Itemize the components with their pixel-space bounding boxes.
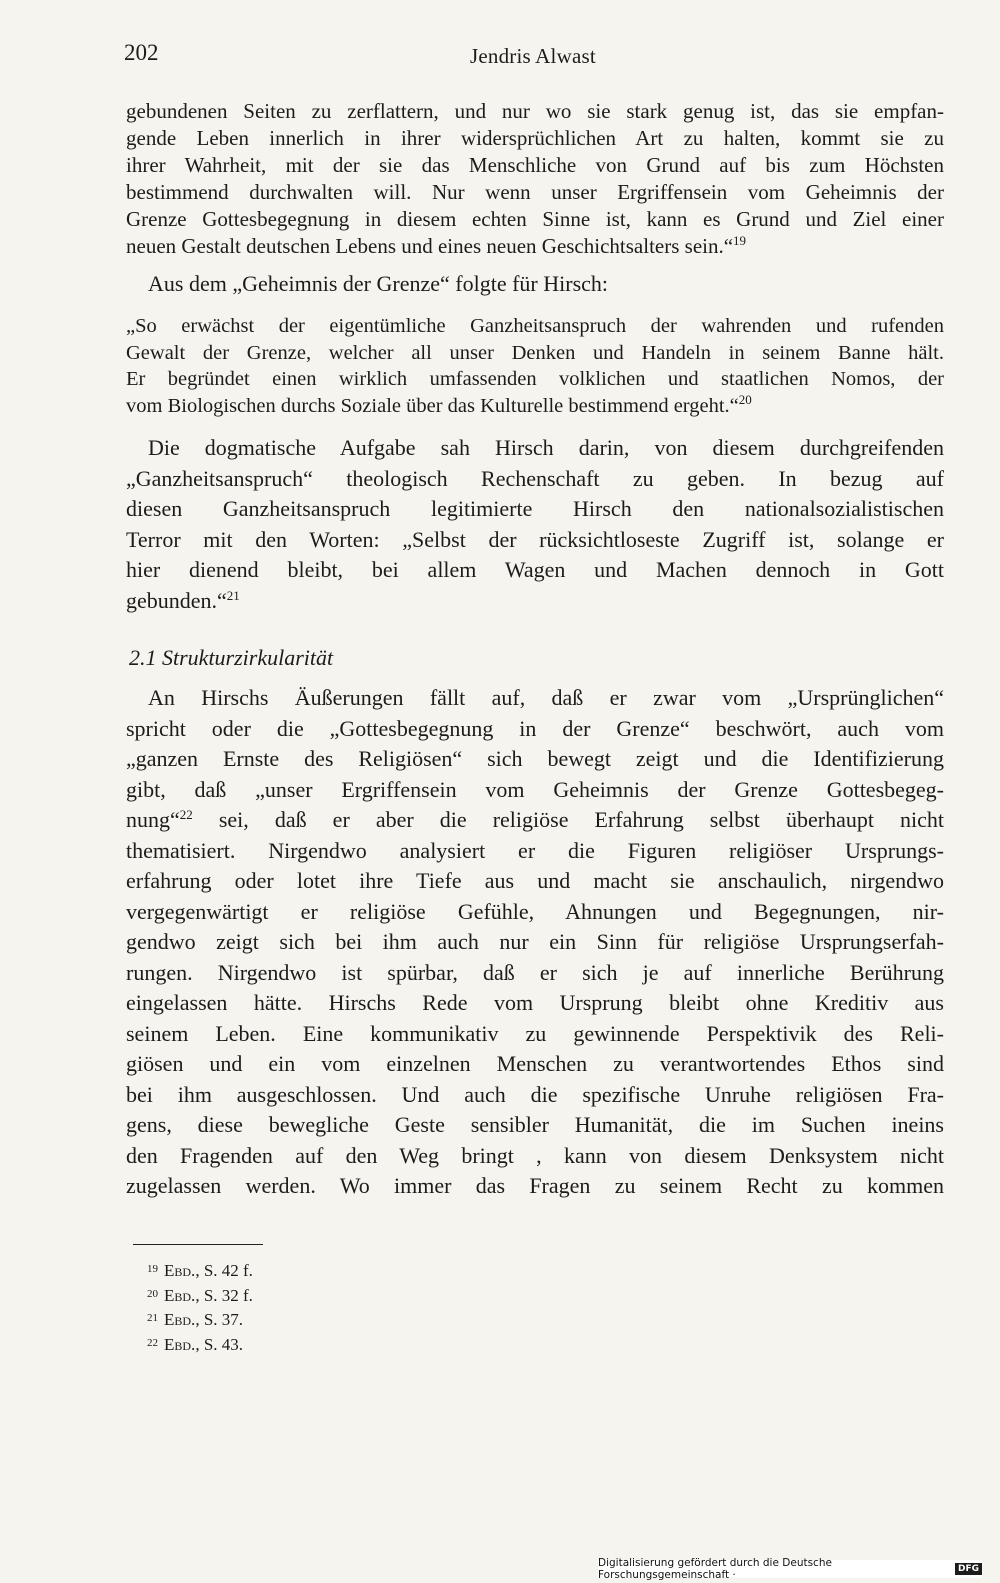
paragraph-line: gendwo zeigt sich bei ihm auch nur ein Sinn für religiöse Ursprungserfah-	[126, 929, 944, 954]
paragraph-line	[126, 805, 944, 836]
footnote-ebd: Ebd.	[164, 1334, 196, 1354]
paragraph-line: gibt, daß „unser Ergriffensein vom Geheimnis der Grenze Gottesbegeg-	[126, 776, 944, 802]
paragraph-line: rungen. Nirgendwo ist spürbar, daß er sich je auf innerliche Berührung	[126, 959, 944, 985]
paragraph-line: eingelassen hätte. Hirschs Rede vom Ursprung bleibt ohne Kreditiv aus	[126, 990, 944, 1015]
paragraph-line: vergegenwärtigt er religiöse Gefühle, Ahnungen und Begegnungen, nir-	[126, 898, 944, 924]
quote-line: Grenze Gottesbegegnung in diesem echten Sinne ist, kann es Grund und Ziel einer	[126, 207, 944, 231]
footnote-ref-19: 19	[733, 233, 747, 248]
quote-line: „So erwächst der eigentümliche Ganzheitsanspruch der wahrenden und rufenden	[126, 315, 944, 337]
footnote-ebd: Ebd.	[164, 1285, 196, 1305]
footnotes	[147, 1258, 253, 1356]
paragraph-text: nung“	[126, 807, 180, 832]
footnote-number: 20	[147, 1287, 158, 1300]
footnote-ref: , S. 43.	[195, 1334, 244, 1354]
paragraph-3	[126, 433, 944, 616]
footnote-ref-20: 20	[738, 391, 752, 407]
footnote-number: 19	[147, 1263, 158, 1275]
paragraph-line: An Hirschs Äußerungen fällt auf, daß er zwar vom „Ursprünglichen“	[148, 685, 944, 710]
paragraph-text: sei, daß er aber die religiöse Erfahrung selbst überhaupt nicht	[192, 807, 944, 832]
footnote-ebd: Ebd.	[164, 1261, 196, 1280]
footnote-ref-22: 22	[179, 807, 193, 822]
paragraph-text: gebunden.“	[126, 587, 227, 613]
dfg-logo: DFG	[955, 1563, 982, 1575]
footnote-ref: , S. 42 f.	[195, 1261, 253, 1280]
paragraph-2	[126, 269, 944, 300]
paragraph-line: Terror mit den Worten: „Selbst der rücksichtloseste Zugriff ist, solange er	[126, 526, 944, 552]
paragraph-line: spricht oder die „Gottesbegegnung in der Grenze“ beschwört, auch vom	[126, 715, 944, 741]
paragraph-line: erfahrung oder lotet ihre Tiefe aus und macht sie anschaulich, nirgendwo	[126, 868, 944, 893]
footnote-ref-21: 21	[226, 587, 240, 603]
quote-line: gebundenen Seiten zu zerflattern, und nur wo sie stark genug ist, das sie empfan-	[126, 99, 944, 123]
paragraph-line: „Ganzheitsanspruch“ theologisch Rechenschaft zu geben. In bezug auf	[126, 465, 944, 491]
quote-line: gende Leben innerlich in ihrer widersprüchlichen Art zu halten, kommt sie zu	[126, 126, 944, 150]
digitization-credit-bar	[598, 1557, 982, 1581]
quote-line-last	[126, 393, 944, 420]
quote-line: bestimmend durchwalten will. Nur wenn unser Ergriffensein vom Geheimnis der	[126, 180, 944, 204]
paragraph-4	[126, 683, 944, 1202]
paragraph-line: zugelassen werden. Wo immer das Fragen zu seinem Recht zu kommen	[126, 1173, 944, 1198]
paragraph-line-last	[126, 586, 944, 617]
quote-line: Er begründet einen wirklich umfassenden volklichen und staatlichen Nomos, der	[126, 368, 944, 390]
paragraph-line: „ganzen Ernste des Religiösen“ sich bewegt zeigt und die Identifizierung	[126, 746, 944, 771]
footnote-ref: , S. 32 f.	[195, 1285, 253, 1305]
paragraph-line: giösen und ein vom einzelnen Menschen zu verantwortendes Ethos sind	[126, 1051, 944, 1076]
footnote-number: 22	[147, 1336, 158, 1349]
quote-block-1	[126, 98, 944, 260]
paragraph-line: hier dienend bleibt, bei allem Wagen und Machen dennoch in Gott	[126, 557, 944, 582]
page-number: 202	[124, 40, 159, 65]
running-head: Jendris Alwast	[470, 44, 596, 68]
footnote-ebd: Ebd.	[164, 1310, 196, 1329]
paragraph-line: gens, diese bewegliche Geste sensibler Humanität, die im Suchen ineins	[126, 1112, 944, 1137]
footnote-22	[147, 1332, 253, 1357]
paragraph-line: Die dogmatische Aufgabe sah Hirsch darin, von diesem durchgreifenden	[148, 435, 944, 460]
footnote-ref: , S. 37.	[195, 1310, 244, 1329]
quote-block-2	[126, 313, 944, 419]
quote-text: neuen Gestalt deutschen Lebens und eines neuen Geschichtsalters sein.“	[126, 234, 734, 258]
quote-line: Gewalt der Grenze, welcher all unser Denken und Handeln in seinem Banne hält.	[126, 341, 944, 364]
paragraph-line: diesen Ganzheitsanspruch legitimierte Hirsch den nationalsozialistischen	[126, 496, 944, 521]
paragraph-text: Aus dem „Geheimnis der Grenze“ folgte für Hirsch:	[148, 271, 609, 296]
paragraph-line: bei ihm ausgeschlossen. Und auch die spezifische Unruhe religiösen Fra-	[126, 1081, 944, 1107]
digitization-credit: Digitalisierung gefördert durch die Deutsche Forschungsgemeinschaft ·	[598, 1557, 832, 1581]
footnote-number: 21	[147, 1312, 158, 1324]
footnote-20	[147, 1283, 253, 1308]
quote-line-last	[126, 233, 944, 260]
section-heading: 2.1 Strukturzirkularität	[129, 645, 334, 670]
quote-text: vom Biologischen durchs Soziale über das Kulturelle bestimmend ergeht.“	[126, 394, 739, 417]
quote-line: ihrer Wahrheit, mit der sie das Menschliche von Grund auf bis zum Höchsten	[126, 153, 944, 177]
paragraph-line: den Fragenden auf den Weg bringt , kann von diesem Denksystem nicht	[126, 1142, 944, 1168]
footnote-divider	[133, 1244, 263, 1245]
footnote-21	[147, 1307, 253, 1332]
footnote-19	[147, 1258, 253, 1283]
paragraph-line: thematisiert. Nirgendwo analysiert er die Figuren religiöser Ursprungs-	[126, 837, 944, 863]
paragraph-line: seinem Leben. Eine kommunikativ zu gewinnende Perspektivik des Reli-	[126, 1020, 944, 1046]
